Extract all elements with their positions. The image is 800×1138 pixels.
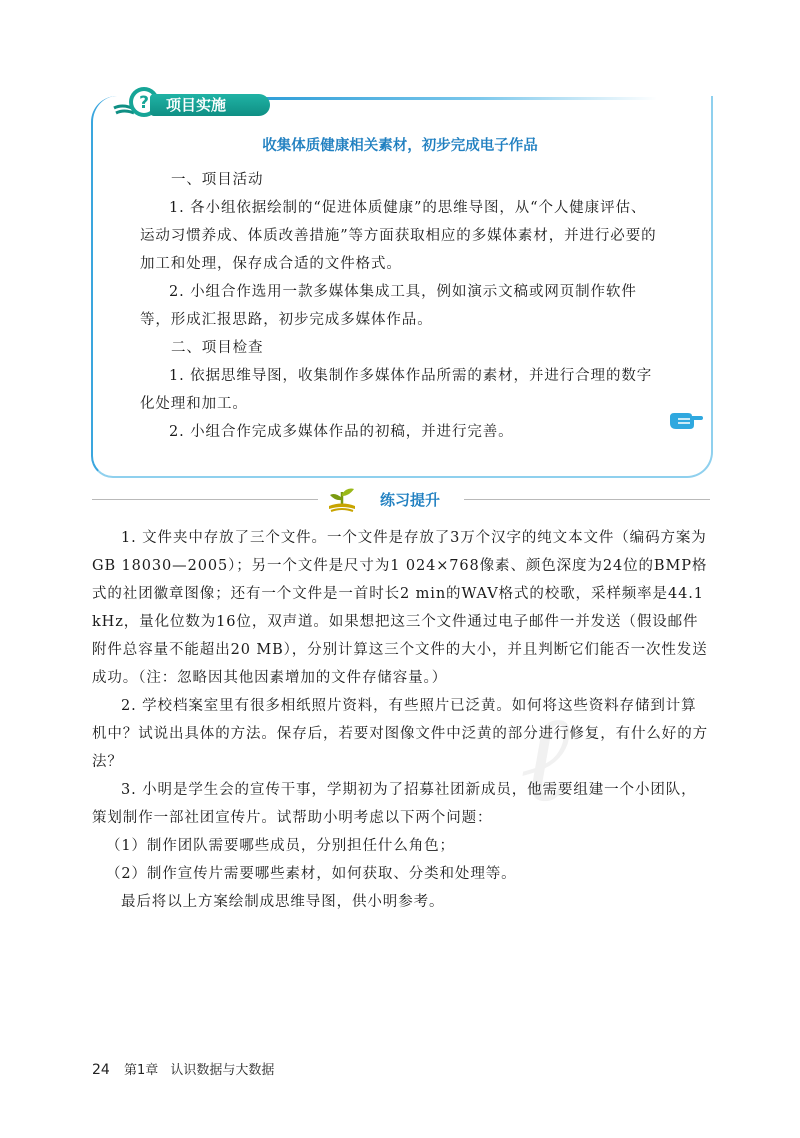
project-title: 项目实施: [166, 96, 227, 114]
pointing-hand-icon: [668, 408, 704, 432]
activities-heading: 一、项目活动: [171, 172, 264, 188]
check-text-2: 2. 小组合作完成多媒体作品的初稿，并进行完善。: [169, 424, 514, 440]
chapter-title: 认识数据与大数据: [170, 1063, 275, 1078]
watermark: ℓ: [520, 690, 570, 829]
activity-text-1: 1. 各小组依据绘制的“促进体质健康”的思维导图，从“个人健康评估、运动习惯养成、体质改善措施”等方面获取相应的多媒体素材，并进行必要的加工和处理，保存成合适的文件格式。: [140, 200, 657, 272]
practice-rule-left: [92, 499, 318, 500]
activity-item-2: [140, 278, 660, 334]
exercise-1: [92, 524, 710, 692]
exercise-2: [92, 692, 710, 776]
exercise-3-final: 最后将以上方案绘制成思维导图，供小明参考。: [121, 894, 445, 910]
page-number: 24: [92, 1062, 110, 1078]
exercise-3: [92, 776, 710, 916]
project-subtitle: 收集体质健康相关素材，初步完成电子作品: [262, 138, 538, 154]
check-text-1: 1. 依据思维导图，收集制作多媒体作品所需的素材，并进行合理的数字化处理和加工。: [140, 368, 653, 412]
exercise-3-text: 3. 小明是学生会的宣传干事，学期初为了招募社团新成员，他需要组建一个小团队，策划制作一部社团宣传片。试帮助小明考虑以下两个问题：: [92, 782, 697, 826]
exercise-1-text: 1. 文件夹中存放了三个文件。一个文件是存放了3万个汉字的纯文本文件（编码方案为GB 18030—2005）；另一个文件是尺寸为1 024×768像素、颜色深度为24位的BMP格式的社团徽章图像；还有一个文件是一首时长2 min的WAV格式的校歌，采样频率是44.1 kHz，量化位数为16位，双声道。如果想把这三个文件通过电子邮件一并发送（假设邮件附件总容量不能超出20 MB），分别计算这三个文件的大小，并且判断它们能否一次性发送成功。（注：忽略因其他因素增加的文件存储容量。）: [92, 530, 708, 686]
exercise-3-item-2: （2）制作宣传片需要哪些素材，如何获取、分类和处理等。: [106, 866, 517, 882]
exercise-2-text: 2. 学校档案室里有很多相纸照片资料，有些照片已泛黄。如何将这些资料存储到计算机中？试说出具体的方法。保存后，若要对图像文件中泛黄的部分进行修复，有什么好的方法？: [92, 698, 708, 770]
svg-text:?: ?: [139, 93, 149, 113]
check-item-2: [140, 418, 660, 446]
activity-item-1: [140, 194, 660, 278]
page-footer: [92, 1059, 274, 1078]
project-box-top-line: [262, 97, 657, 100]
practice-title: 练习提升: [380, 491, 441, 509]
check-heading: 二、项目检查: [171, 340, 264, 356]
sprout-icon: [327, 486, 357, 514]
exercise-3-item-1: （1）制作团队需要哪些成员，分别担任什么角色；: [106, 838, 455, 854]
project-header: [112, 86, 272, 118]
chapter-label: 第1章: [123, 1063, 159, 1078]
check-item-1: [140, 362, 660, 418]
practice-rule-right: [464, 499, 710, 500]
activity-text-2: 2. 小组合作选用一款多媒体集成工具，例如演示文稿或网页制作软件等，形成汇报思路，初步完成多媒体作品。: [140, 284, 637, 328]
